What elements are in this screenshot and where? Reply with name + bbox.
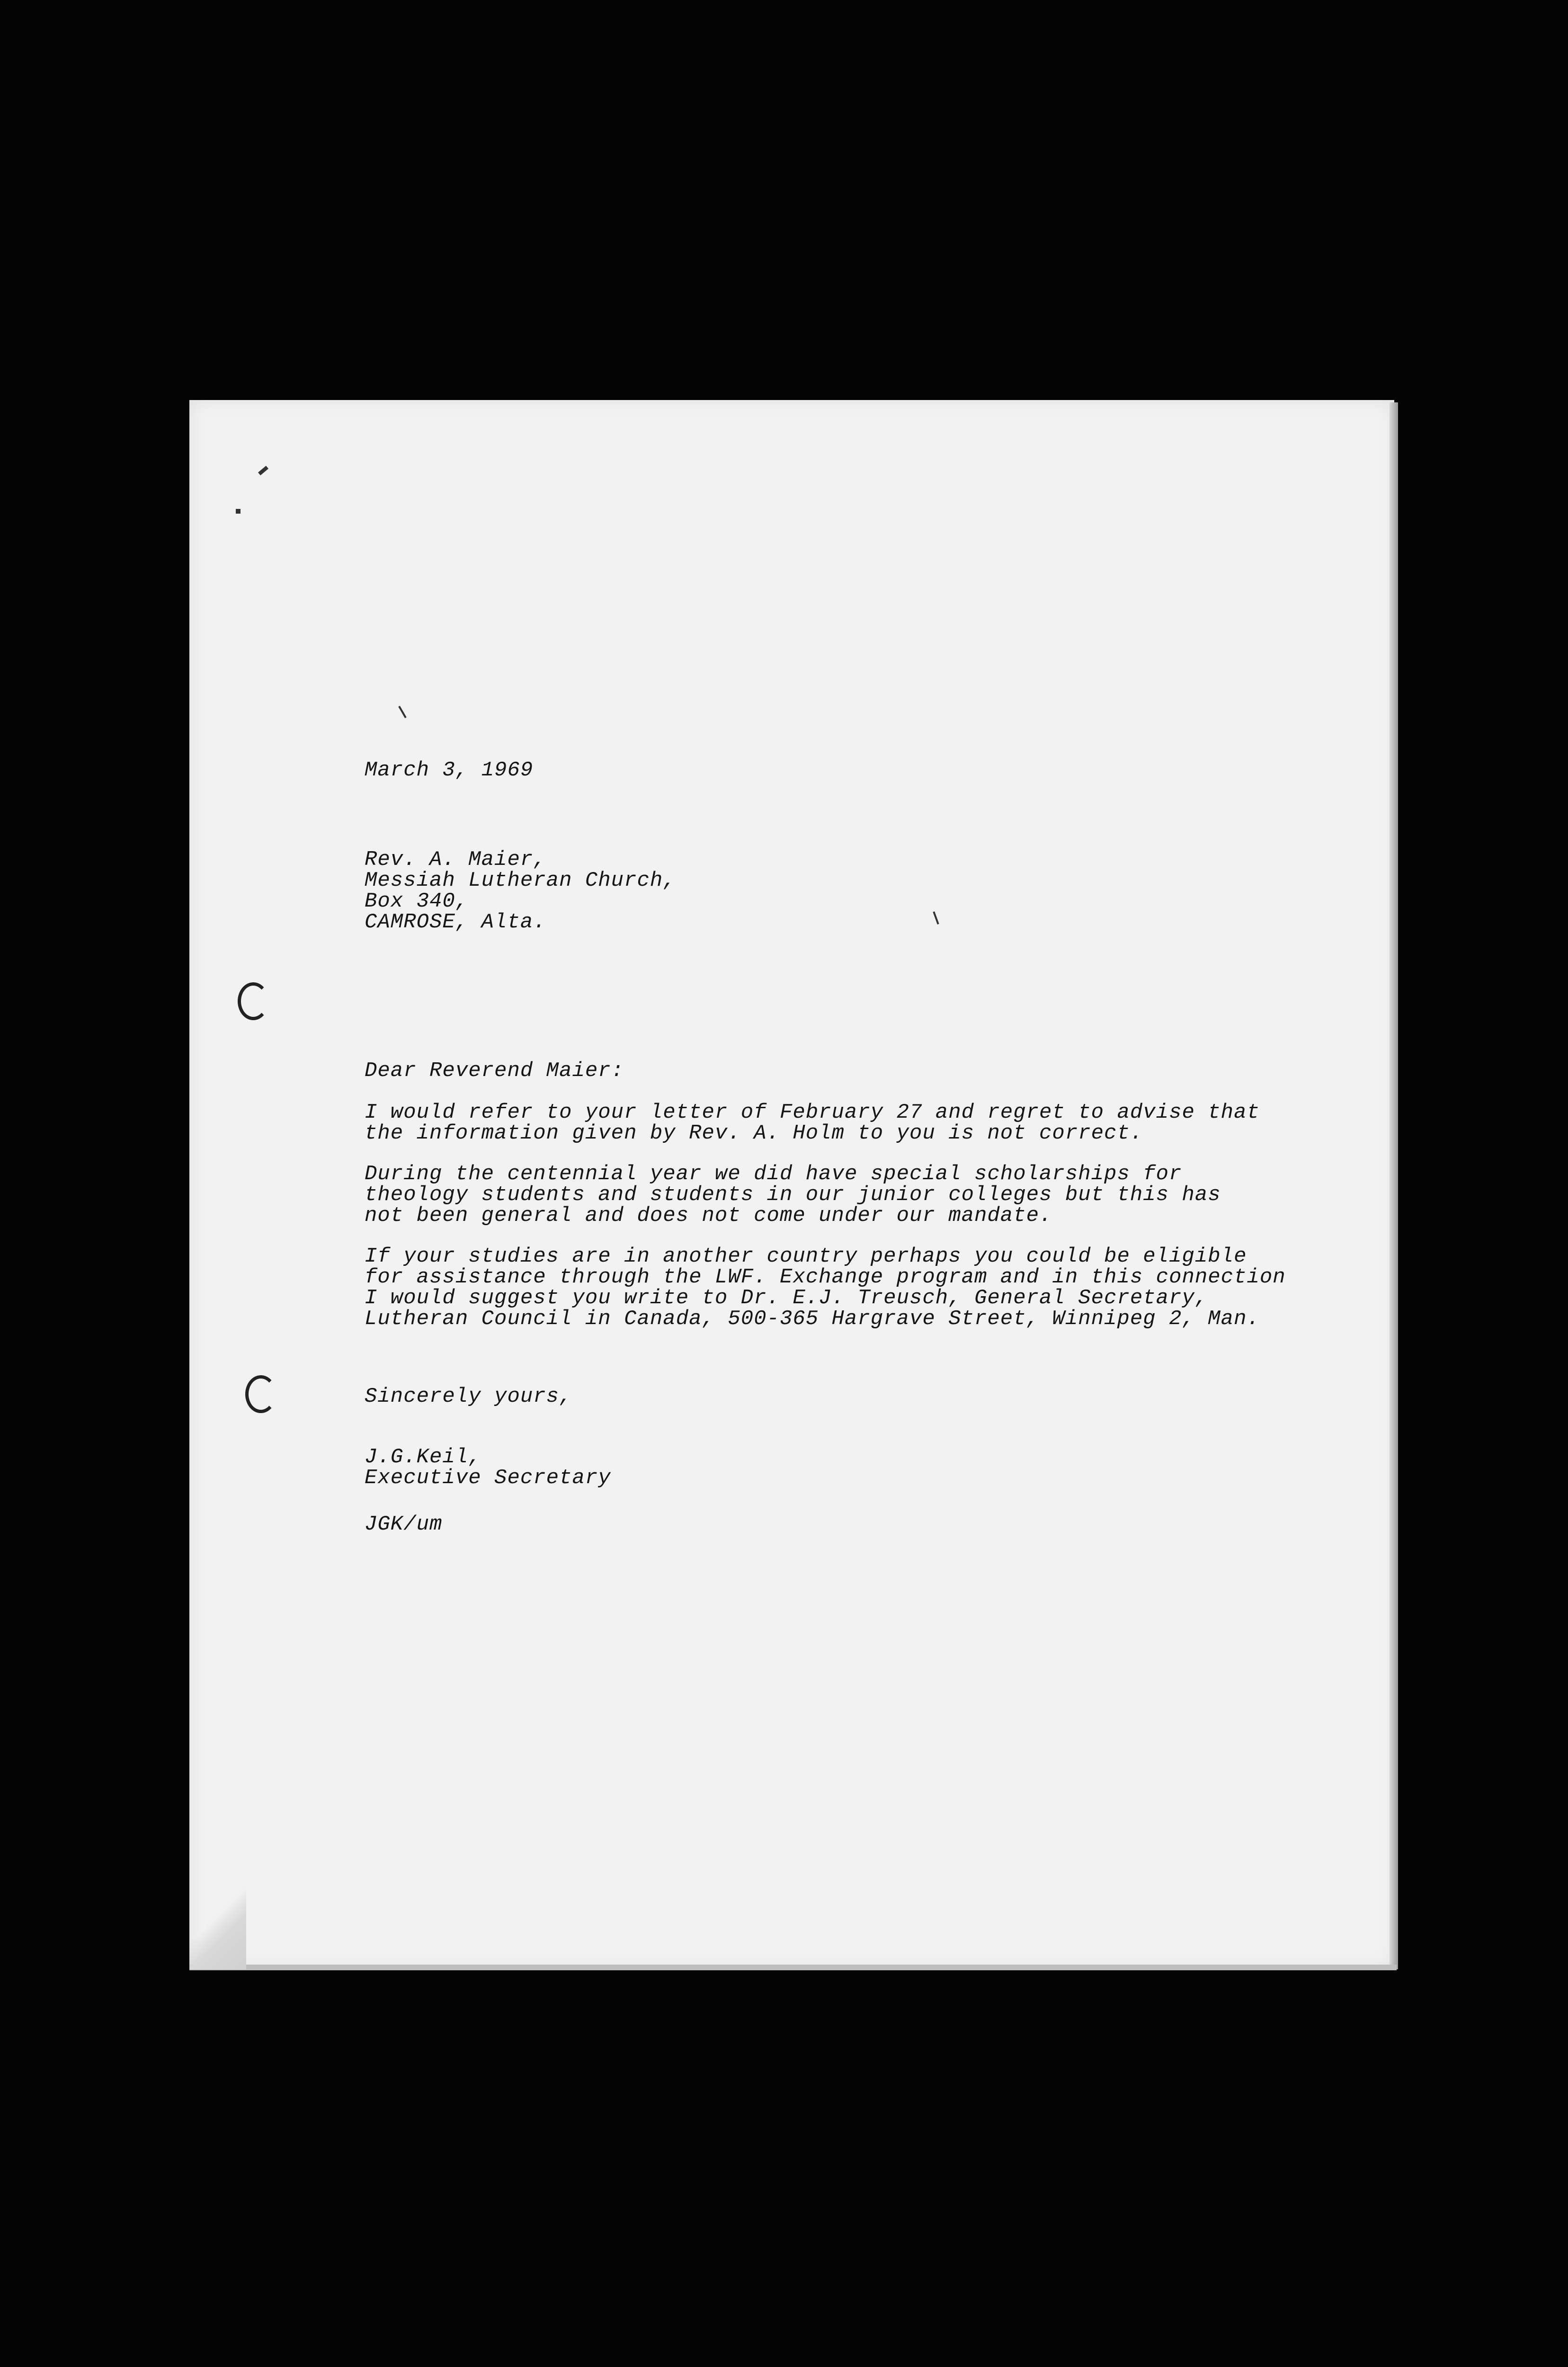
letter-date: March 3, 1969	[365, 758, 534, 782]
page-right-edge	[1390, 402, 1398, 1969]
signature-title: Executive Secretary	[365, 1466, 611, 1490]
paragraph-line: If your studies are in another country perhaps you could be eligible	[365, 1245, 1247, 1268]
salutation: Dear Reverend Maier:	[365, 1059, 624, 1083]
page-bottom-edge	[189, 1965, 1397, 1970]
address-line: Messiah Lutheran Church,	[365, 869, 676, 892]
closing: Sincerely yours,	[365, 1385, 572, 1408]
address-line: Box 340,	[365, 890, 469, 913]
paragraph-line: not been general and does not come under our mandate.	[365, 1204, 1052, 1228]
address-line: Rev. A. Maier,	[365, 848, 546, 872]
paragraph	[365, 1164, 1359, 1226]
punch-hole-icon	[245, 1375, 276, 1413]
paragraph	[365, 1102, 1359, 1144]
recipient-address	[365, 849, 1359, 933]
paragraph	[365, 1246, 1359, 1329]
paragraph-line: I would suggest you write to Dr. E.J. Treusch, General Secretary,	[365, 1286, 1208, 1310]
page-speck	[236, 509, 241, 514]
reference-initials: JGK/um	[365, 1513, 443, 1536]
signature-name: J.G.Keil,	[365, 1445, 481, 1469]
address-line: CAMROSE, Alta.	[365, 910, 546, 934]
letter-body	[365, 760, 1359, 1535]
paragraph-line: for assistance through the LWF. Exchange program and in this connection	[365, 1265, 1286, 1289]
paragraph-line: theology students and students in our junior colleges but this has	[365, 1183, 1221, 1207]
page-fold-mark	[189, 1886, 246, 1969]
paragraph-line: Lutheran Council in Canada, 500-365 Hargrave Street, Winnipeg 2, Man.	[365, 1307, 1260, 1331]
paragraph-line: I would refer to your letter of February 27 and regret to advise that	[365, 1101, 1260, 1124]
paragraph-line: the information given by Rev. A. Holm to you is not correct.	[365, 1121, 1143, 1145]
paragraph-line: During the centennial year we did have special scholarships for	[365, 1162, 1182, 1186]
punch-hole-icon	[238, 982, 269, 1020]
